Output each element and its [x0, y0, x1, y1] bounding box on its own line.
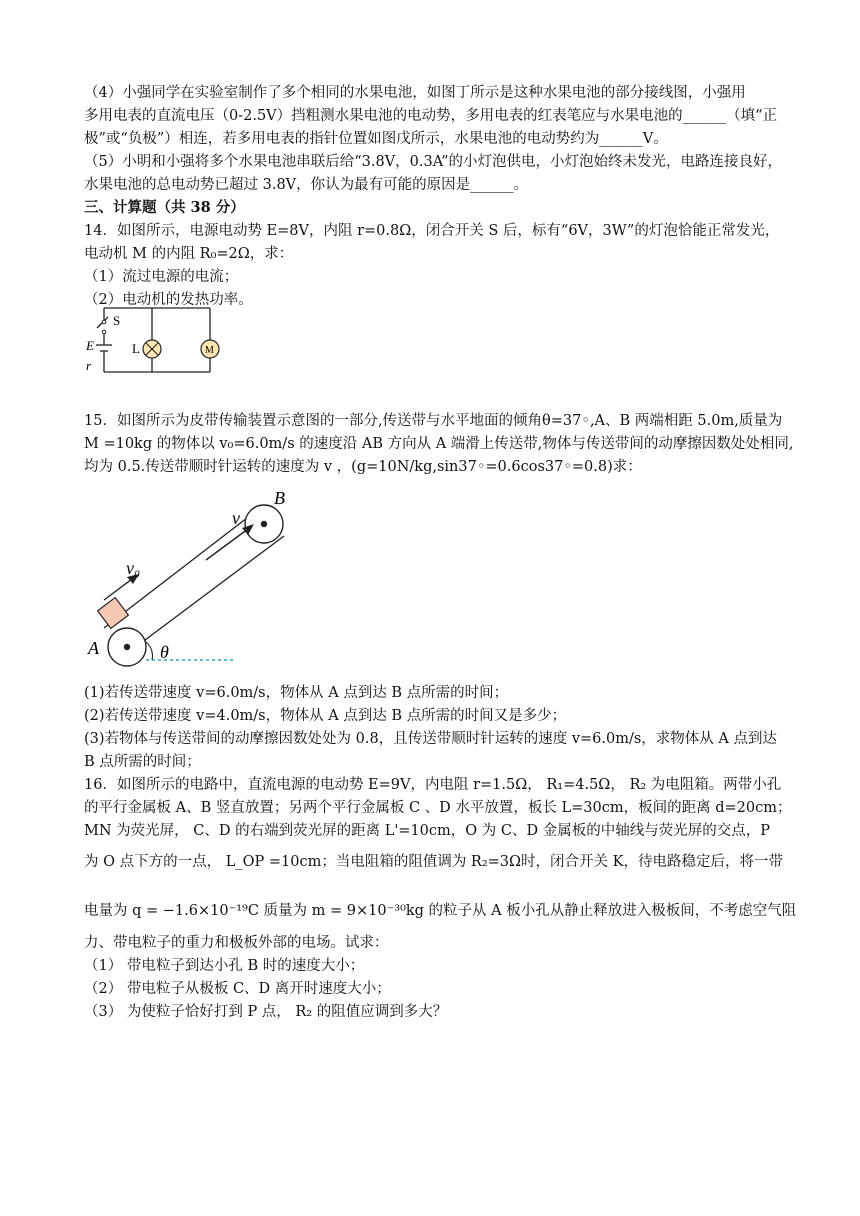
block-icon: [98, 598, 129, 629]
q15-part-3b: B 点所需的时间；: [84, 754, 201, 770]
q16-line-2: 的平行金属板 A、B 竖直放置；另两个平行金属板 C 、D 水平放置，板长 L=30cm，板间的距离 d=20cm；: [84, 800, 792, 816]
q13-line-5: 水果电池的总电动势已超过 3.8V，你认为最有可能的原因是______。: [84, 177, 529, 193]
q13-line-2: 多用电表的直流电压（0-2.5V）挡粗测水果电池的电动势，多用电表的红表笔应与水果电池的______（填“正: [84, 108, 778, 124]
q15-line-1: 15．如图所示为皮带传输装置示意图的一部分,传送带与水平地面的倾角θ=37◦,A、B 两端相距 5.0m,质量为: [84, 413, 783, 429]
q14-line-3: （1）流过电源的电流；: [84, 269, 239, 285]
q16-line-6: 力、带电粒子的重力和极板外部的电场。试求：: [84, 935, 389, 951]
q16-part-1: （1） 带电粒子到达小孔 B 时的速度大小；: [84, 958, 365, 974]
q16-line-4: 为 O 点下方的一点， L_OP =10cm；当电阻箱的阻值调为 R₂=3Ω时，闭合开关 K，待电路稳定后，将一带: [84, 854, 783, 870]
q15-line-2: M =10kg 的物体以 v₀=6.0m/s 的速度沿 AB 方向从 A 端滑上传送带,物体与传送带间的动摩擦因数处处相同,: [84, 436, 794, 452]
label-r: r: [86, 358, 92, 373]
q15-line-3: 均为 0.5.传送带顺时针运转的速度为 v ，(g=10N/kg,sin37◦=0.6cos37◦=0.8)求：: [84, 459, 642, 475]
label-s: S: [113, 313, 121, 328]
q15-part-1: (1)若传送带速度 v=6.0m/s，物体从 A 点到达 B 点所需的时间；: [84, 685, 509, 701]
label-v: v: [232, 508, 240, 528]
label-m: M: [205, 345, 214, 356]
q16-line-5: 电量为 q = −1.6×10⁻¹⁹C 质量为 m = 9×10⁻³⁰kg 的粒子从 A 板小孔从静止释放进入极板间，不考虑空气阻: [84, 903, 797, 919]
q15-part-2: (2)若传送带速度 v=4.0m/s，物体从 A 点到达 B 点所需的时间又是多少；: [84, 708, 567, 724]
section-heading: 三、计算题（共 38 分）: [84, 199, 245, 216]
q16-line-3: MN 为荧光屏， C、D 的右端到荧光屏的距离 L'=10cm，O 为 C、D 金属板的中轴线与荧光屏的交点，P: [84, 823, 770, 839]
q14-line-1: 14．如图所示，电源电动势 E=8V，内阻 r=0.8Ω，闭合开关 S 后，标有“6V，3W”的灯泡恰能正常发光，: [84, 223, 780, 239]
q16-part-3: （3） 为使粒子恰好打到 P 点， R₂ 的阻值应调到多大？: [84, 1004, 448, 1020]
label-a: A: [88, 638, 99, 658]
label-e: E: [86, 338, 94, 353]
q13-line-1: （4）小强同学在实验室制作了多个相同的水果电池，如图丁所示是这种水果电池的部分接线图，小强用: [84, 85, 746, 101]
q16-part-2: （2） 带电粒子从极板 C、D 离开时速度大小；: [84, 981, 391, 997]
label-theta: θ: [160, 642, 169, 662]
q14-line-4: （2）电动机的发热功率。: [84, 292, 253, 308]
q13-line-3: 极”或“负极”）相连，若多用电表的指针位置如图戊所示，水果电池的电动势约为______V。: [84, 131, 668, 147]
label-v0: v₀: [126, 558, 141, 578]
velocity-arrow-icon: [206, 524, 254, 560]
q14-line-2: 电动机 M 的内阻 R₀=2Ω，求：: [84, 246, 294, 262]
conveyor-diagram: [84, 482, 285, 672]
q16-line-1: 16．如图所示的电路中，直流电源的电动势 E=9V，内电阻 r=1.5Ω， R₁=4.5Ω， R₂ 为电阻箱。两带小孔: [84, 777, 782, 793]
label-l: L: [132, 341, 140, 356]
label-b: B: [274, 488, 285, 508]
q15-part-3a: (3)若物体与传送带间的动摩擦因数处处为 0.8，且传送带顺时针运转的速度 v=6.0m/s，求物体从 A 点到达: [84, 731, 777, 747]
lamp-icon: [143, 340, 161, 358]
circuit-diagram: [80, 300, 230, 380]
q13-line-4: （5）小明和小强将多个水果电池串联后给“3.8V，0.3A”的小灯泡供电，小灯泡始终未发光，电路连接良好，: [84, 154, 782, 170]
